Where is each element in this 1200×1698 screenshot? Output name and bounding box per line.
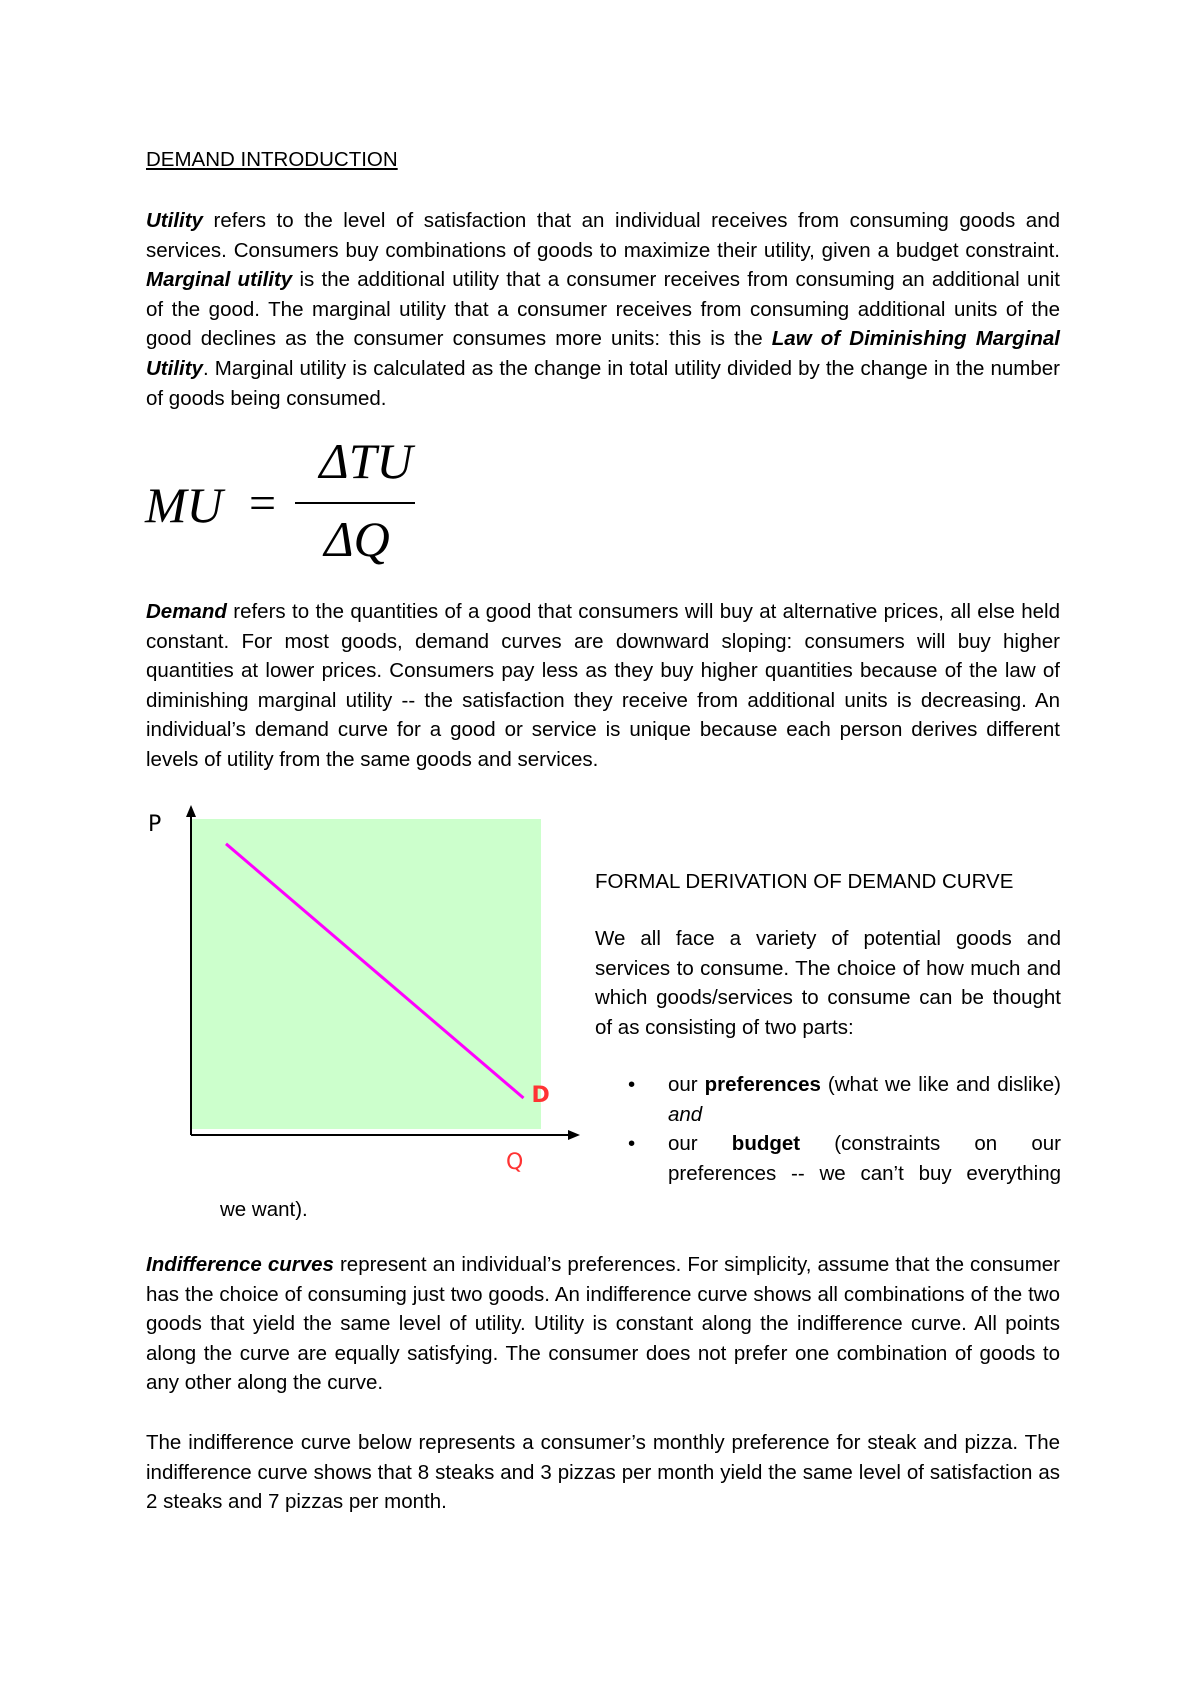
demand-curve-label: D	[531, 1083, 550, 1108]
preferences-term: preferences	[704, 1073, 821, 1096]
bullet-icon: •	[628, 1132, 636, 1156]
formula-equals: =	[249, 477, 277, 530]
components-list	[628, 1070, 1061, 1188]
y-axis-label: P	[148, 812, 162, 837]
plot-background	[191, 819, 541, 1129]
formula-denominator: ΔQ	[324, 511, 390, 567]
formal-derivation-intro: We all face a variety of potential goods and services to consume. The choice of how much and which goods/services to consume can be thought of as consisting of two parts:	[595, 927, 1061, 1039]
law-term: Law of Diminishing Marginal Utility	[146, 327, 1060, 380]
y-axis-arrow-icon	[186, 805, 196, 817]
list-item-prefix: our	[668, 1073, 705, 1096]
list-item-text: (constraints on our preferences -- we can’t buy everything	[668, 1132, 1061, 1185]
indifference-paragraph	[146, 1250, 1060, 1398]
x-axis-arrow-icon	[568, 1130, 580, 1140]
x-axis-label: Q	[506, 1150, 524, 1175]
marginal-utility-term: Marginal utility	[146, 268, 293, 292]
utility-text-1: refers to the level of satisfaction that an individual receives from consuming goods and services. Consumers buy combinations of goods to maximize their utility, given a budget constraint.	[146, 209, 1060, 262]
list-item	[628, 1129, 1061, 1188]
list-item	[628, 1070, 1061, 1129]
demand-curve-chart	[140, 805, 580, 1185]
list-continuation: we want).	[220, 1198, 308, 1221]
utility-paragraph	[146, 206, 1060, 413]
utility-text-2: is the additional utility that a consumer receives from consuming an additional unit of the good. The marginal utility that a consumer receives from consuming additional units of the good declines as the consumer consumes more units: this is the	[146, 268, 1060, 351]
formal-derivation-title: FORMAL DERIVATION OF DEMAND CURVE	[595, 870, 1014, 893]
utility-term: Utility	[146, 209, 203, 232]
bullet-icon: •	[628, 1073, 636, 1096]
page-title: DEMAND INTRODUCTION	[146, 148, 398, 171]
utility-text-3: . Marginal utility is calculated as the change in total utility divided by the change in the number of goods being consumed.	[146, 356, 1060, 410]
list-item-text: (what we like and dislike)	[820, 1073, 1061, 1096]
budget-term: budget	[731, 1132, 801, 1156]
formula-numerator: ΔTU	[319, 433, 413, 489]
marginal-utility-formula	[145, 432, 425, 582]
demand-term: Demand	[146, 600, 227, 623]
demand-text: refers to the quantities of a good that consumers will buy at alternative prices, all else held constant. For most goods, demand curves are downward sloping: consumers will buy higher quantities at lower prices. Consumers pay less as they buy higher quantities because of the law of diminishing marginal utility -- the satisfaction they receive from additional units is decreasing. An individual’s demand curve for a good or service is unique because each person derives different levels of utility from the same goods and services.	[146, 600, 1060, 771]
list-item-prefix: our	[668, 1132, 732, 1156]
indifference-term: Indifference curves	[146, 1253, 334, 1276]
indifference-text: represent an individual’s preferences. For simplicity, assume that the consumer has the choice of consuming just two goods. An indifference curve shows all combinations of the two goods that yield the same level of utility. Utility is constant along the indifference curve. All points along the curve are equally satisfying. The consumer does not prefer one combination of goods to any other along the curve.	[146, 1253, 1060, 1395]
demand-paragraph	[146, 597, 1060, 775]
formula-lhs: MU	[145, 477, 223, 533]
formula-fraction-bar	[295, 502, 415, 504]
steak-pizza-paragraph: The indifference curve below represents a consumer’s monthly preference for steak and pizza. The indifference curve shows that 8 steaks and 3 pizzas per month yield the same level of satisfaction as 2 steaks and 7 pizzas per month.	[146, 1431, 1060, 1514]
list-item-tail: and	[668, 1102, 703, 1126]
